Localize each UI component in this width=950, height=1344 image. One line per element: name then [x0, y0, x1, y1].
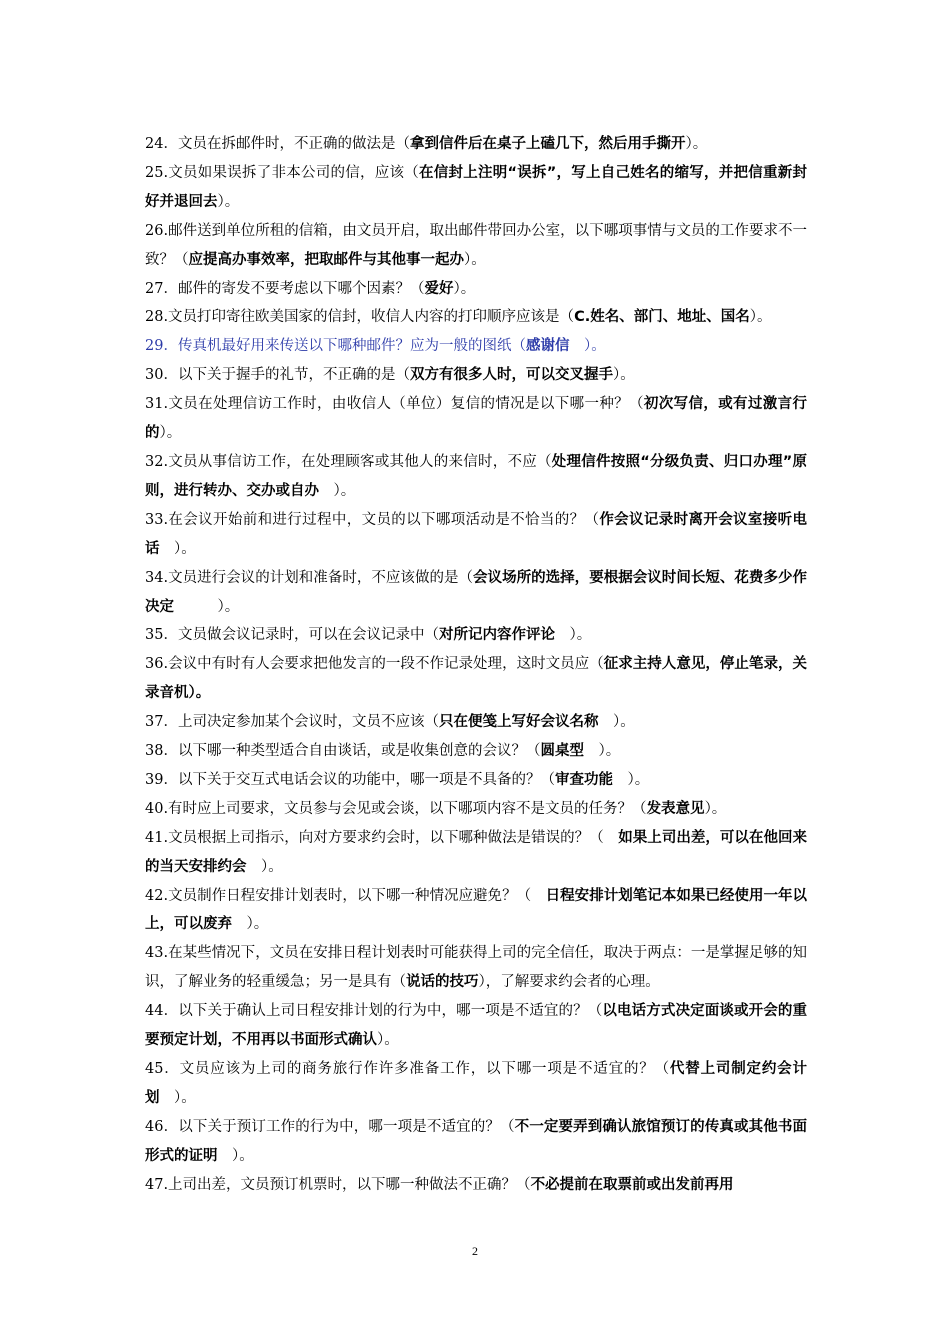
question-text: 44．以下关于确认上司日程安排计划的行为中，哪一项是不适宜的？（: [145, 1003, 603, 1020]
question-item: [145, 130, 807, 159]
question-text: 25.文员如果误拆了非本公司的信，应该（: [145, 164, 420, 181]
page-number: 2: [472, 1244, 478, 1258]
answer-text: 不必提前在取票前或出发前再用: [530, 1176, 734, 1193]
question-closing: ）。: [159, 425, 182, 442]
question-text: 42.文员制作日程安排计划表时，以下哪一种情况应避免？（: [145, 887, 546, 904]
question-closing: ）。: [217, 1147, 254, 1164]
answer-text: 代替上司制定约会计划: [145, 1061, 808, 1106]
question-item: [145, 795, 807, 824]
answer-text: 拿到信件后在桌子上磕几下，然后用手撕开: [409, 136, 686, 152]
question-item: [145, 650, 807, 708]
answer-text: 日程安排计划笔记本如果已经使用一年以上，可以废弃: [145, 887, 808, 933]
question-text: 45．文员应该为上司的商务旅行作许多准备工作，以下哪一项是不适宜的？（: [145, 1061, 670, 1077]
question-closing: ）。: [583, 743, 621, 760]
answer-text: 审查功能: [554, 771, 613, 788]
answer-text: 作会议记录时离开会议室接听电话: [145, 511, 807, 557]
question-closing: ）。: [598, 714, 635, 731]
question-item: [145, 159, 807, 217]
question-text: 46．以下关于预订工作的行为中，哪一项是不适宜的？（: [145, 1118, 515, 1135]
question-closing: ）。: [749, 309, 772, 326]
question-closing: ）。: [217, 193, 240, 210]
question-item: [145, 217, 807, 275]
question-text: 41.文员根据上司指示，向对方要求约会时，以下哪种做法是错误的？（: [145, 829, 619, 846]
question-item: [145, 506, 807, 564]
question-item: [145, 766, 807, 795]
question-closing: ）。: [554, 627, 592, 644]
question-item: [145, 939, 807, 997]
question-item: [145, 708, 807, 737]
question-item: [145, 275, 807, 304]
question-item: [145, 361, 807, 390]
answer-text: 爱好: [424, 280, 454, 297]
answer-text: 发表意见: [646, 800, 705, 817]
question-item: [145, 448, 807, 506]
question-item: [145, 564, 807, 622]
answer-text: 征求主持人意见，停止笔录，关录音机）。: [145, 656, 807, 702]
answer-text: 会议场所的选择，要根据会议时间长短、花费多少作决定: [145, 569, 807, 615]
question-item: [145, 1171, 807, 1200]
question-text: 27．邮件的寄发不要考虑以下哪个因素？（: [145, 280, 425, 297]
question-text: 28.文员打印寄往欧美国家的信封，收信人内容的打印顺序应该是（: [145, 309, 575, 326]
question-closing: ）。: [319, 482, 356, 499]
answer-text: 初次写信，或有过激言行的: [145, 396, 807, 442]
question-text: 34.文员进行会议的计划和准备时，不应该做的是（: [145, 569, 474, 586]
question-text: 43.在某些情况下，文员在安排日程计划表时可能获得上司的完全信任，取决于两点：一是掌握足够的知识，了解业务的轻重缓急；另一是具有（: [145, 945, 807, 991]
question-item: [145, 390, 807, 448]
answer-text: 应提高办事效率，把取邮件与其他事一起办: [188, 251, 464, 268]
question-item: [145, 332, 807, 361]
answer-text: 感谢信: [525, 338, 570, 355]
answer-text: 以电话方式决定面谈或开会的重要预定计划，不用再以书面形式确认: [145, 1003, 807, 1049]
question-item: [145, 824, 807, 882]
question-item: [145, 1113, 807, 1171]
answer-text: 圆桌型: [540, 743, 584, 760]
answer-text: 说话的技巧: [406, 974, 479, 991]
question-closing: ）。: [704, 800, 727, 817]
question-closing: ）。: [612, 771, 650, 788]
question-closing: ）。: [453, 280, 476, 297]
answer-text: 如果上司出差，可以在他回来的当天安排约会: [145, 829, 808, 875]
question-closing: ）。: [159, 1089, 196, 1106]
answer-text: 对所记内容作评论: [438, 627, 555, 644]
question-closing: ）。: [464, 251, 486, 268]
question-closing: ）。: [612, 367, 635, 384]
question-closing: ）。: [159, 540, 196, 557]
question-text: 40.有时应上司要求，文员参与会见或会谈，以下哪项内容不是文员的任务？（: [145, 800, 647, 817]
answer-text: 不一定要弄到确认旅馆预订的传真或其他书面形式的证明: [145, 1118, 808, 1164]
question-item: [145, 737, 807, 766]
question-text: 32.文员从事信访工作，在处理顾客或其他人的来信时，不应（: [145, 453, 552, 470]
question-text: 39．以下关于交互式电话会议的功能中，哪一项是不具备的？（: [145, 771, 555, 788]
question-text: 47.上司出差，文员预订机票时，以下哪一种做法不正确？（: [145, 1176, 531, 1193]
question-item: [145, 303, 807, 332]
question-closing: ）。: [246, 858, 283, 875]
answer-text: 只在便笺上写好会议名称: [438, 714, 599, 731]
answer-text: 双方有很多人时，可以交叉握手: [409, 367, 613, 384]
question-closing: ）。: [685, 136, 708, 152]
question-item: [145, 882, 807, 940]
question-text: 30．以下关于握手的礼节，不正确的是（: [145, 367, 410, 384]
question-closing: ）。: [174, 598, 240, 615]
question-closing: ）。: [569, 338, 606, 355]
question-text: 33.在会议开始前和进行过程中，文员的以下哪项活动是不恰当的？（: [145, 511, 600, 528]
question-closing: ）。: [377, 1032, 399, 1049]
question-text: 29．传真机最好用来传送以下哪种邮件？应为一般的图纸（: [145, 338, 526, 355]
question-text: 31.文员在处理信访工作时，由收信人（单位）复信的情况是以下哪一种？（: [145, 396, 644, 413]
answer-text: C.姓名、部门、地址、国名: [574, 309, 750, 326]
question-text: 26.邮件送到单位所租的信箱，由文员开启，取出邮件带回办公室，以下哪项事情与文员的工作要求不一致？（: [145, 222, 807, 268]
question-closing: ）。: [232, 916, 269, 933]
question-list: [145, 130, 807, 1200]
question-item: [145, 997, 807, 1055]
question-closing: ），了解要求约会者的心理。: [478, 974, 660, 991]
question-item: [145, 1055, 807, 1113]
answer-text: 处理信件按照“分级负责、归口办理”原则，进行转办、交办或自办: [145, 453, 807, 499]
question-item: [145, 621, 807, 650]
question-text: 35．文员做会议记录时，可以在会议记录中（: [145, 627, 439, 644]
question-text: 38．以下哪一种类型适合自由谈话，或是收集创意的会议？（: [145, 743, 541, 760]
answer-text: 在信封上注明“误拆”，写上自己姓名的缩写，并把信重新封好并退回去: [145, 164, 807, 210]
question-text: 36.会议中有时有人会要求把他发言的一段不作记录处理，这时文员应（: [145, 656, 604, 673]
question-text: 37．上司决定参加某个会议时，文员不应该（: [145, 714, 439, 731]
question-text: 24．文员在拆邮件时，不正确的做法是（: [145, 136, 410, 152]
